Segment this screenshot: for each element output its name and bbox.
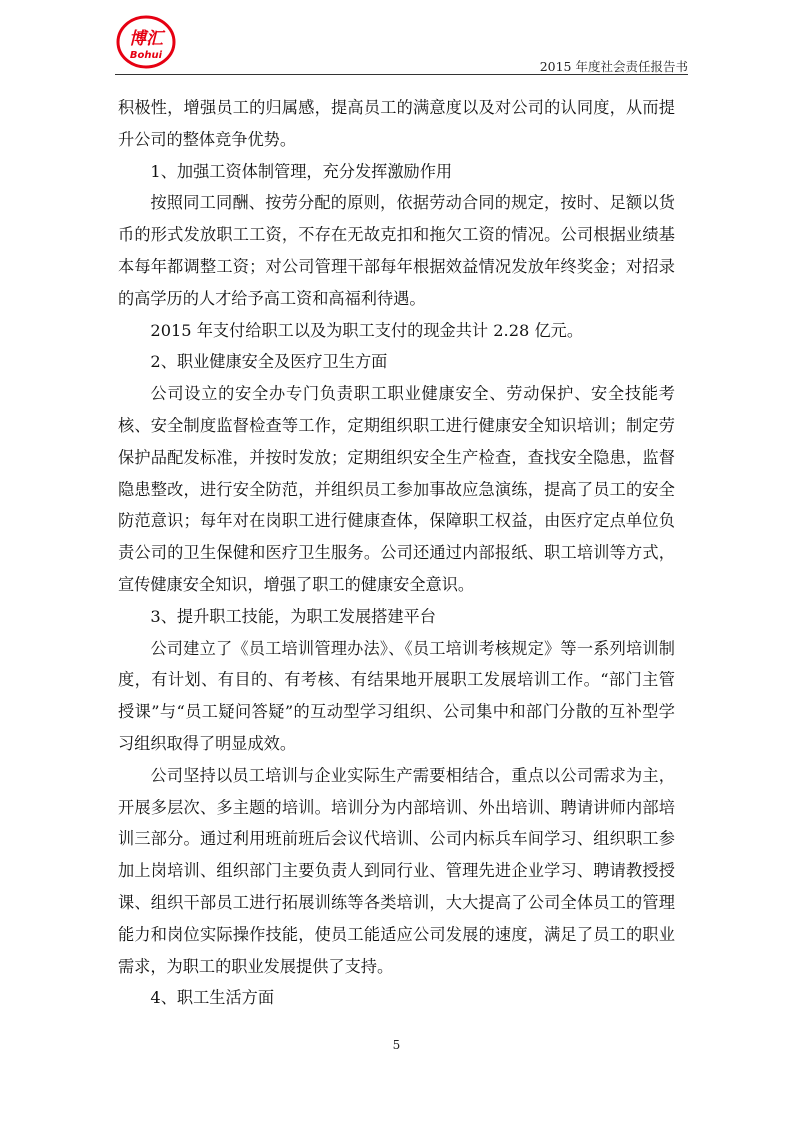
logo-text-en: Bohui xyxy=(129,50,163,61)
paragraph-5: 公司建立了《员工培训管理办法》、《员工培训考核规定》等一系列培训制度，有计划、有目的、有考核、有结果地开展职工发展培训工作。“部门主管授课”与“员工疑问答疑”的互动型学习组织、公司集中和部门分散的互补型学习组织取得了明显成效。 xyxy=(118,638,675,753)
bohui-logo xyxy=(115,14,177,70)
paragraph-4: 公司设立的安全办专门负责职工职业健康安全、劳动保护、安全技能考核、安全制度监督检查等工作，定期组织职工进行健康安全知识培训；制定劳保护品配发标准，并按时发放；定期组织安全生产检查，查找安全隐患，监督隐患整改，进行安全防范，并组织员工参加事故应急演练，提高了员工的安全防范意识；每年对在岗职工进行健康查体，保障职工权益，由医疗定点单位负责公司的卫生保健和医疗卫生服务。公司还通过内部报纸、职工培训等方式，宣传健康安全知识，增强了职工的健康安全意识。 xyxy=(118,384,675,594)
paragraph-6: 公司坚持以员工培训与企业实际生产需要相结合，重点以公司需求为主，开展多层次、多主题的培训。培训分为内部培训、外出培训、聘请讲师内部培训三部分。通过利用班前班后会议代培训、公司内标兵车间学习、组织职工参加上岗培训、组织部门主要负责人到同行业、管理先进企业学习、聘请教授授课、组织干部员工进行拓展训练等各类培训，大大提高了公司全体员工的管理能力和岗位实际操作技能，使员工能适应公司发展的速度，满足了员工的职业需求，为职工的职业发展提供了支持。 xyxy=(118,765,675,976)
section-heading-2: 2、职业健康安全及医疗卫生方面 xyxy=(150,352,388,372)
paragraph-3: 2015 年支付给职工以及为职工支付的现金共计 2.28 亿元。 xyxy=(150,320,584,340)
report-title: 2015 年度社会责任报告书 xyxy=(539,59,688,74)
section-heading-4: 4、职工生活方面 xyxy=(150,988,275,1008)
section-heading-1: 1、加强工资体制管理，充分发挥激励作用 xyxy=(150,161,453,181)
logo-text-cn: 博汇 xyxy=(129,29,163,49)
page-header xyxy=(115,14,688,76)
bohui-logo-icon xyxy=(115,14,177,70)
paragraph-1: 积极性，增强员工的归属感，提高员工的满意度以及对公司的认同度，从而提升公司的整体竞争优势。 xyxy=(118,98,675,149)
section-heading-3: 3、提升职工技能，为职工发展搭建平台 xyxy=(150,606,436,626)
header-divider xyxy=(115,74,688,75)
paragraph-2: 按照同工同酬、按劳分配的原则，依据劳动合同的规定，按时、足额以货币的形式发放职工工资，不存在无故克扣和拖欠工资的情况。公司根据业绩基本每年都调整工资；对公司管理干部每年根据效益情况发放年终奖金；对招录的高学历的人才给予高工资和高福利待遇。 xyxy=(118,193,675,308)
page-number: 5 xyxy=(392,1038,401,1052)
document-body xyxy=(118,92,675,1014)
